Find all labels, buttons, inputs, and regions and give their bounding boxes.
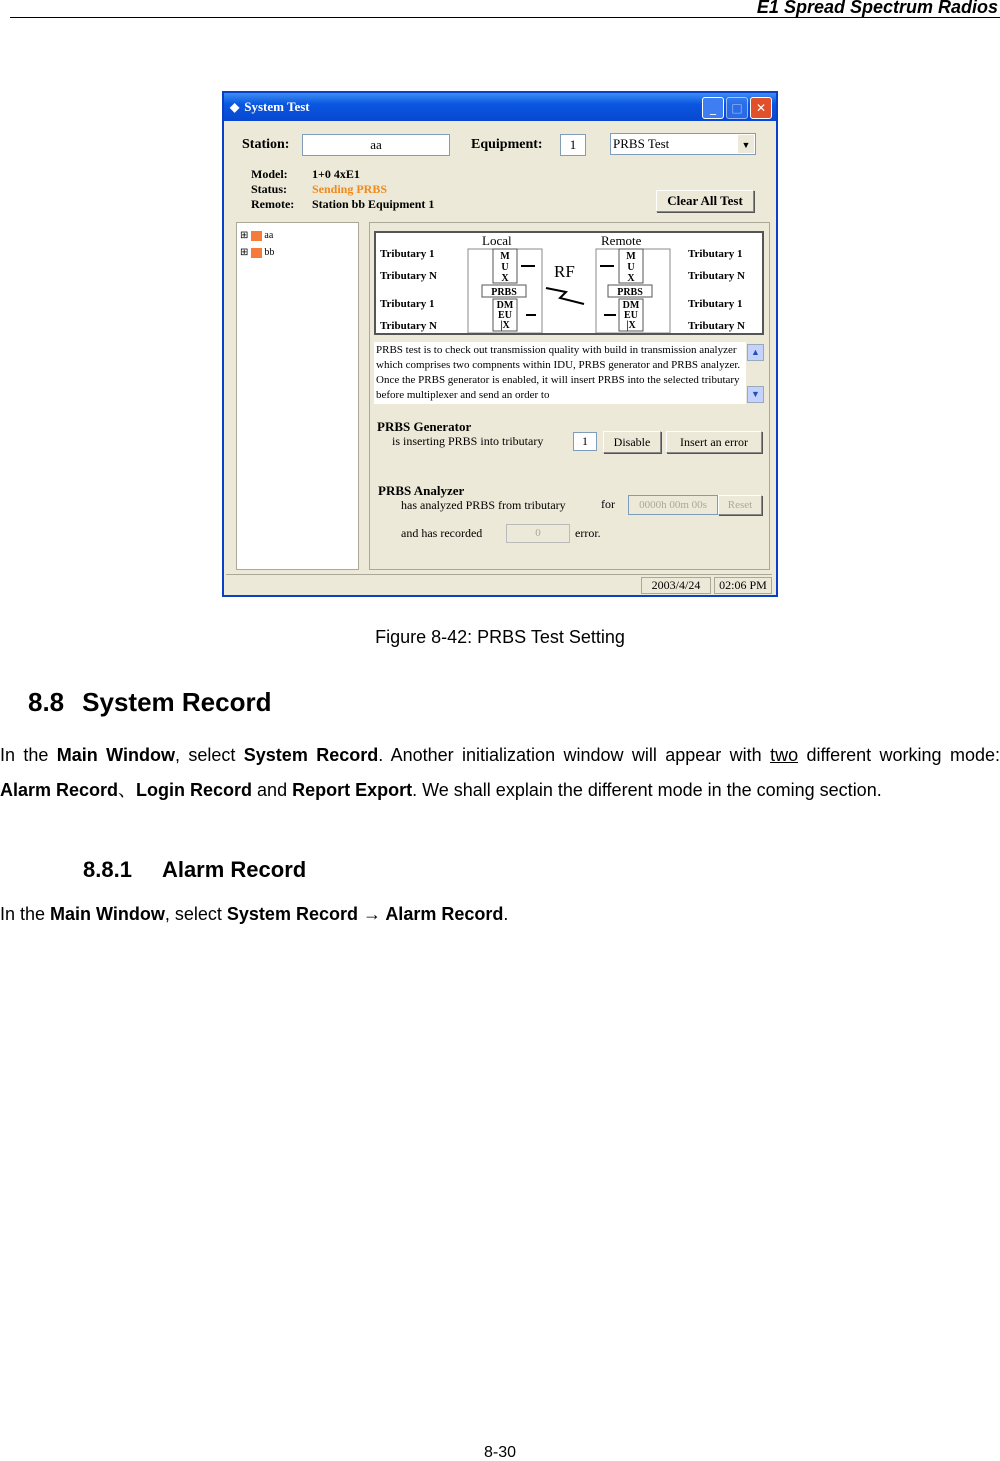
text: In the	[0, 904, 51, 924]
status-label: Status:	[251, 182, 288, 196]
subsection-heading	[83, 857, 306, 883]
maximize-button[interactable]: □	[726, 97, 748, 119]
status-bar	[226, 574, 772, 593]
station-icon	[251, 231, 262, 241]
text-bold: Login Record	[136, 780, 253, 800]
prbs-diagram	[374, 231, 764, 335]
clear-all-test-button[interactable]: Clear All Test	[656, 190, 754, 212]
diagram-tribN: Tributary N	[380, 320, 437, 332]
station-tree	[236, 222, 359, 570]
section-number: 8.8	[28, 687, 65, 717]
paragraph-1	[0, 738, 1000, 808]
error-suffix: error.	[575, 526, 601, 540]
tree-item-aa[interactable]	[240, 227, 355, 244]
app-icon: ◆	[230, 99, 240, 114]
mux-letter: U	[501, 262, 509, 273]
recorded-label: and has recorded	[401, 526, 483, 540]
diagram-tribN: Tributary N	[688, 320, 745, 332]
text: 、	[118, 780, 137, 800]
equipment-label: Equipment:	[471, 137, 543, 152]
test-select-value: PRBS Test	[613, 136, 670, 151]
generator-title: PRBS Generator	[377, 419, 472, 434]
text-bold: System Record	[226, 904, 358, 924]
header-rule	[10, 17, 1000, 18]
demux-letter: EU	[498, 310, 512, 321]
scroll-down-icon[interactable]: ▼	[747, 386, 764, 403]
diagram-trib1: Tributary 1	[688, 298, 743, 310]
diagram-trib1: Tributary 1	[380, 248, 435, 260]
model-value: 1+0 4xE1	[312, 167, 360, 181]
scroll-up-icon[interactable]: ▲	[747, 344, 764, 361]
section-title: System Record	[82, 687, 272, 717]
mux-letter: M	[500, 251, 510, 262]
equipment-input[interactable]: 1	[560, 134, 586, 156]
title-bar	[224, 93, 776, 121]
diagram-rf: RF	[554, 262, 575, 281]
prbs-box: PRBS	[617, 287, 643, 298]
diagram-tribN: Tributary N	[688, 270, 745, 282]
page-number: 8-30	[483, 1444, 517, 1461]
station-icon	[251, 248, 262, 258]
expand-icon[interactable]: ⊞	[240, 247, 249, 258]
demux-letter: |X	[626, 320, 636, 331]
text-bold: Main Window	[56, 745, 175, 765]
window-title: System Test	[244, 99, 310, 114]
paragraph-2	[0, 897, 1000, 932]
prbs-box: PRBS	[491, 287, 517, 298]
demux-letter: DM	[496, 300, 514, 311]
text-bold: Main Window	[50, 904, 165, 924]
text-bold: Alarm Record	[385, 904, 504, 924]
analyzer-text: has analyzed PRBS from tributary	[401, 498, 566, 512]
description-text: PRBS test is to check out transmission quality with build in transmission analyzer which comprises two compnents within IDU, PRBS generator and PRBS analyzer. Once the PRBS generator is enabled, it will insert PRBS into the selected tributary before multiplexer and send an order to	[374, 342, 746, 404]
figure-caption: Figure 8-42: PRBS Test Setting	[375, 627, 625, 647]
text-bold: Report Export	[292, 780, 413, 800]
arrow-icon: →	[357, 904, 386, 924]
diagram-trib1: Tributary 1	[688, 248, 743, 260]
insert-error-button[interactable]: Insert an error	[666, 431, 762, 453]
mux-letter: U	[627, 262, 635, 273]
text-underline: two	[770, 745, 799, 765]
text-bold: System Record	[243, 745, 379, 765]
section-heading	[28, 687, 271, 718]
model-label: Model:	[251, 167, 288, 181]
text: , select	[175, 745, 244, 765]
diagram-trib1: Tributary 1	[380, 298, 435, 310]
text: . We shall explain the different mode in the coming section.	[412, 780, 882, 800]
text: .	[503, 904, 509, 924]
mux-letter: X	[627, 273, 635, 284]
status-date: 2003/4/24	[641, 577, 711, 594]
station-input[interactable]: aa	[302, 134, 450, 156]
demux-letter: EU	[624, 310, 638, 321]
diagram-local: Local	[482, 233, 512, 248]
expand-icon[interactable]: ⊞	[240, 230, 249, 241]
text: , select	[164, 904, 227, 924]
analyzer-title: PRBS Analyzer	[378, 483, 465, 498]
disable-button[interactable]: Disable	[603, 431, 661, 453]
station-label: Station:	[242, 137, 290, 152]
tree-label: aa	[264, 230, 274, 241]
running-header: E1 Spread Spectrum Radios	[756, 0, 998, 17]
text: and	[252, 780, 293, 800]
subsection-number: 8.8.1	[83, 857, 132, 882]
error-count-field: 0	[506, 524, 570, 543]
demux-letter: DM	[622, 300, 640, 311]
mux-letter: X	[501, 273, 509, 284]
diagram-remote: Remote	[601, 233, 642, 248]
generator-text: is inserting PRBS into tributary	[392, 434, 544, 448]
minimize-button[interactable]: _	[702, 97, 724, 119]
for-label: for	[601, 497, 615, 511]
diagram-tribN: Tributary N	[380, 270, 437, 282]
reset-button[interactable]: Reset	[718, 495, 762, 515]
text: . Another initialization window will appear with	[378, 745, 771, 765]
test-select[interactable]	[610, 133, 756, 155]
tree-item-bb[interactable]	[240, 244, 355, 261]
generator-tributary-input[interactable]: 1	[573, 432, 597, 451]
system-test-window	[222, 91, 778, 597]
status-value: Sending PRBS	[312, 182, 388, 196]
close-button[interactable]: ✕	[750, 97, 772, 119]
demux-letter: |X	[500, 320, 510, 331]
subsection-title: Alarm Record	[161, 857, 307, 882]
status-time: 02:06 PM	[714, 577, 772, 594]
text: In the	[0, 745, 57, 765]
test-panel	[369, 222, 770, 570]
tree-label: bb	[264, 247, 275, 258]
text: different working mode:	[798, 745, 1000, 765]
chevron-down-icon[interactable]: ▼	[738, 135, 754, 153]
duration-field: 0000h 00m 00s	[628, 495, 718, 515]
remote-label: Remote:	[251, 197, 295, 211]
remote-value: Station bb Equipment 1	[312, 197, 435, 211]
text-bold: Alarm Record	[0, 780, 119, 800]
mux-letter: M	[626, 251, 636, 262]
